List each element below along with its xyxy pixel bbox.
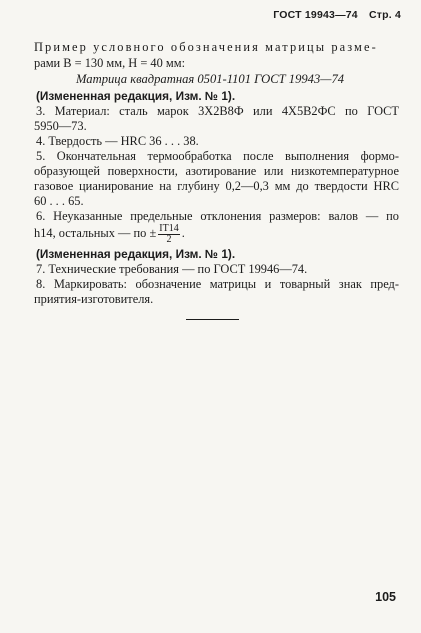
page-label: Стр. 4 (368, 9, 401, 21)
tolerance-text: h14, остальных — по ± (34, 226, 157, 240)
text-line: газовое цианирование на глубину 0,2—0,3 мм до твердости HRC (34, 179, 399, 193)
page-header (265, 9, 401, 21)
text-line: приятия-изготовителя. (34, 292, 154, 306)
text-line: рами B = 130 мм, H = 40 мм: (34, 56, 186, 70)
text-line: 6. Неуказанные предельные отклонения размеров: валов — по (36, 209, 399, 223)
standard-number: ГОСТ 19943—74 (273, 9, 358, 21)
text-line: 5950—73. (34, 119, 87, 133)
revision-note: (Измененная редакция, Изм. № 1). (36, 89, 236, 103)
tolerance-end: . (181, 226, 185, 240)
tolerance-fraction (158, 224, 179, 245)
text-line: Пример условного обозначения матрицы разме- (34, 40, 378, 54)
text-line: 5. Окончательная термообработка после выполнения формо- (36, 149, 399, 163)
text-line: 8. Маркировать: обозначение матрицы и товарный знак пред- (36, 277, 399, 291)
text-line: 60 . . . 65. (34, 194, 84, 208)
tolerance-line (34, 222, 399, 245)
section-divider (186, 319, 239, 320)
text-line: образующей поверхности, азотирование или низкотемпературное (34, 164, 399, 178)
text-line: 4. Твердость — HRC 36 . . . 38. (36, 134, 199, 148)
fraction-denominator: 2 (166, 233, 172, 245)
text-line: 3. Материал: сталь марок 3Х2В8Ф или 4Х5В2ФС по ГОСТ (36, 104, 399, 118)
revision-note: (Измененная редакция, Изм. № 1). (36, 247, 236, 261)
text-line: 7. Технические требования — по ГОСТ 19946—74. (36, 262, 308, 276)
fraction-numerator: IT14 (159, 222, 179, 234)
designation-example: Матрица квадратная 0501-1101 ГОСТ 19943—74 (76, 72, 345, 86)
page-number: 105 (375, 590, 396, 604)
